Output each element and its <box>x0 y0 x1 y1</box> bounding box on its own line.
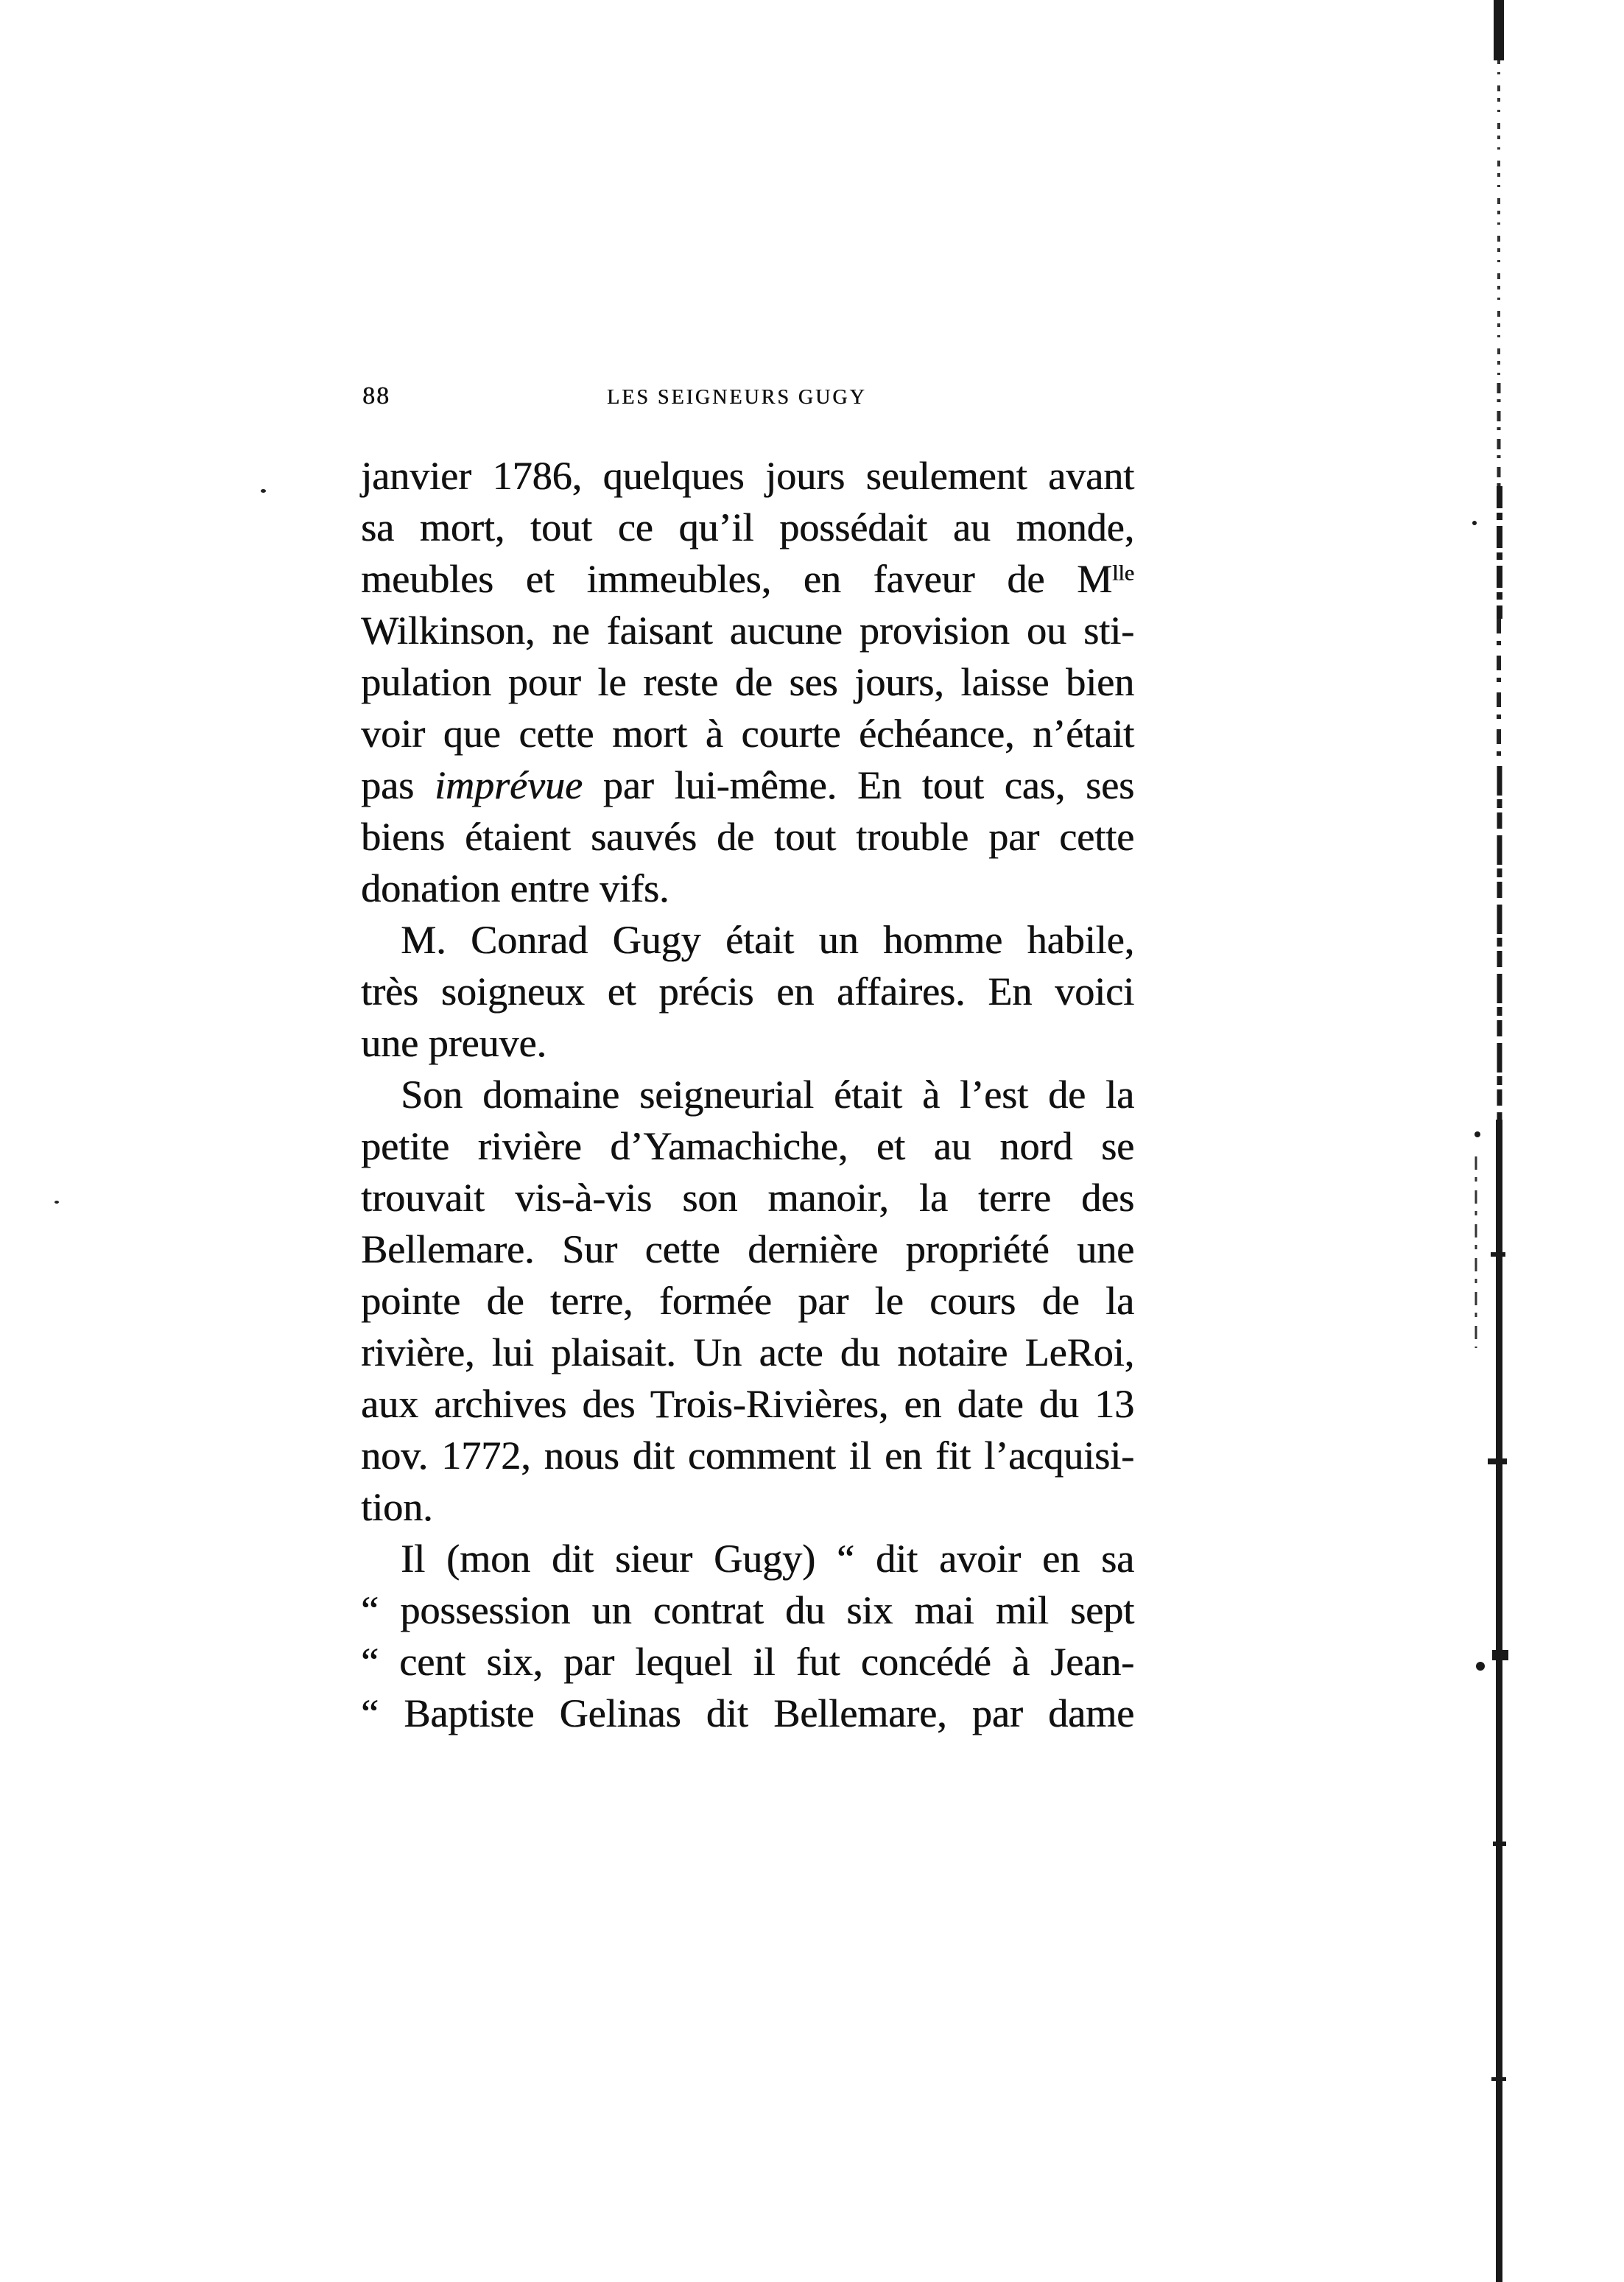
text-line <box>361 1069 1134 1120</box>
text-line <box>361 914 1134 966</box>
text-line <box>361 1327 1134 1378</box>
text-line <box>361 1378 1134 1430</box>
scan-edge-mark <box>1494 0 1504 60</box>
line-text: aux archives des Trois-Rivières, en date du 13 <box>361 1382 1134 1426</box>
scan-edge-mark <box>1488 1458 1507 1464</box>
text-line <box>361 1275 1134 1327</box>
scan-speck <box>55 1201 59 1204</box>
text-line <box>361 502 1134 553</box>
scan-edge-mark <box>1474 1131 1480 1137</box>
text-line <box>361 1223 1134 1275</box>
scan-edge-mark <box>1491 1252 1505 1257</box>
line-text: “ cent six, par lequel il fut concédé à Jean- <box>361 1640 1134 1684</box>
scan-edge-mark <box>1496 1120 1502 2282</box>
text-line <box>361 1636 1134 1688</box>
line-text: sa mort, tout ce qu’il possédait au monde, <box>361 505 1134 550</box>
scan-edge-mark <box>1491 2077 1506 2081</box>
text-line <box>361 553 1134 605</box>
line-text: trouvait vis-à-vis son manoir, la terre des <box>361 1176 1134 1220</box>
text-line <box>361 966 1134 1017</box>
text-line <box>361 1120 1134 1172</box>
line-text: biens étaient sauvés de tout trouble par cette <box>361 815 1134 859</box>
text-line <box>361 863 1134 914</box>
paragraph <box>361 1069 1134 1533</box>
scan-binding-edge <box>1458 0 1547 2282</box>
line-text: voir que cette mort à courte échéance, n’était <box>361 712 1134 756</box>
line-text: “ Baptiste Gelinas dit Bellemare, par dame <box>361 1691 1134 1735</box>
text-line <box>361 1430 1134 1481</box>
text-line <box>361 1533 1134 1584</box>
line-text: très soigneux et précis en affaires. En voici <box>361 969 1134 1014</box>
line-text: Bellemare. Sur cette dernière propriété une <box>361 1227 1134 1271</box>
page-number: 88 <box>362 382 390 410</box>
line-text: Wilkinson, ne faisant aucune provision ou sti- <box>361 608 1134 653</box>
scan-speck <box>261 489 266 493</box>
line-text: donation entre vifs. <box>361 866 669 910</box>
running-title: LES SEIGNEURS GUGY <box>607 386 867 409</box>
line-text: pulation pour le reste de ses jours, laisse bien <box>361 660 1134 704</box>
line-text: “ possession un contrat du six mai mil sept <box>361 1588 1134 1632</box>
text-line <box>361 759 1134 811</box>
line-text: rivière, lui plaisait. Un acte du notaire LeRoi, <box>361 1330 1134 1375</box>
superscript-text: lle <box>1112 561 1134 586</box>
text-line <box>361 450 1134 502</box>
text-line <box>361 1584 1134 1636</box>
scan-edge-marks <box>1472 0 1508 2282</box>
scan-edge-mark <box>1472 521 1477 525</box>
italic-text: imprévue <box>434 763 583 807</box>
text-line <box>361 708 1134 759</box>
line-text: tion. <box>361 1485 433 1529</box>
text-line <box>361 1481 1134 1533</box>
line-text: janvier 1786, quelques jours seulement avant <box>361 454 1134 498</box>
text-line <box>361 1688 1134 1739</box>
text-line <box>361 656 1134 708</box>
line-text: petite rivière d’Yamachiche, et au nord se <box>361 1124 1134 1168</box>
text-line <box>361 605 1134 656</box>
paragraph <box>361 1533 1134 1739</box>
line-text: Son domaine seigneurial était à l’est de la <box>401 1072 1134 1117</box>
line-text: par lui-même. En tout cas, ses <box>582 763 1135 807</box>
line-text: pas <box>361 763 435 807</box>
line-text: pointe de terre, formée par le cours de la <box>361 1279 1134 1323</box>
scan-edge-mark <box>1493 1842 1506 1846</box>
paragraph <box>361 914 1134 1069</box>
line-text: Il (mon dit sieur Gugy) “ dit avoir en sa <box>401 1537 1134 1581</box>
text-line <box>361 1172 1134 1223</box>
line-text: M. Conrad Gugy était un homme habile, <box>401 918 1134 962</box>
scan-edge-mark <box>1492 1650 1508 1660</box>
paragraph <box>361 450 1134 914</box>
text-line <box>361 811 1134 863</box>
body-text <box>361 450 1134 1739</box>
text-line <box>361 1017 1134 1069</box>
scan-edge-mark <box>1476 1662 1485 1671</box>
line-text: nov. 1772, nous dit comment il en fit l’acquisi- <box>361 1433 1134 1478</box>
line-text: meubles et immeubles, en faveur de M <box>361 557 1112 601</box>
line-text: une preuve. <box>361 1021 546 1065</box>
